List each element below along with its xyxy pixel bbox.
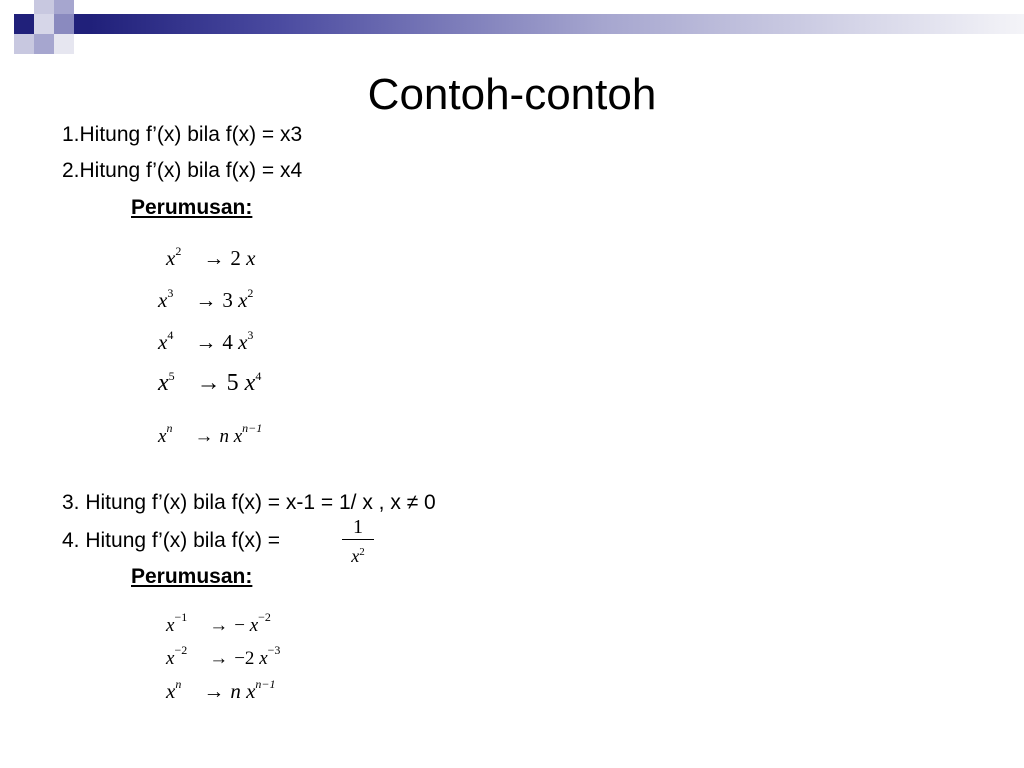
- formula-exponent: n: [175, 677, 182, 691]
- formula-row: [166, 610, 271, 637]
- formula-coefficient: 3: [222, 288, 233, 312]
- perumusan-heading-1: Perumusan:: [131, 196, 253, 219]
- perumusan-heading-2: Perumusan:: [131, 565, 253, 588]
- formula-row: [158, 286, 253, 313]
- decor-square: [54, 14, 74, 34]
- formula-row: [166, 677, 276, 704]
- slide-header-decoration: [0, 0, 1024, 60]
- arrow-icon: →: [195, 288, 217, 312]
- arrow-icon: →: [203, 246, 225, 270]
- decor-square: [14, 14, 34, 34]
- fraction-denominator-base: x: [351, 546, 360, 566]
- formula-exponent: 5: [168, 369, 175, 383]
- formula-base: x: [166, 246, 176, 270]
- example-4: 4. Hitung f’(x) bila f(x) =: [62, 529, 281, 552]
- formula-coefficient: n: [230, 679, 241, 703]
- formula-row: [166, 643, 280, 670]
- formula-row: [158, 369, 261, 397]
- formula-coefficient: 4: [222, 330, 233, 354]
- formula-base: x: [158, 288, 168, 312]
- decor-square: [54, 34, 74, 54]
- formula-exponent: 4: [167, 328, 174, 342]
- formula-exponent: n: [166, 421, 173, 435]
- header-gradient-bar: [90, 14, 1024, 34]
- decor-square: [34, 34, 54, 54]
- formula-coefficient: −2: [234, 648, 255, 669]
- formula-coefficient: n: [219, 426, 229, 447]
- formula-result-exponent: −2: [258, 610, 271, 624]
- formula-result-exponent: n−1: [242, 421, 263, 435]
- formula-exponent: −2: [174, 643, 188, 657]
- fraction-denominator: [342, 541, 374, 567]
- formula-base: x: [166, 648, 175, 669]
- formula-result-exponent: 3: [247, 328, 254, 342]
- formula-result-base: x: [240, 679, 256, 703]
- fraction-bar: [342, 539, 374, 540]
- formula-result-base: x: [228, 426, 243, 447]
- arrow-icon: →: [194, 426, 214, 447]
- formula-base: x: [158, 330, 168, 354]
- example-3: 3. Hitung f’(x) bila f(x) = x-1 = 1/ x , x ≠ 0: [62, 491, 436, 514]
- arrow-icon: →: [196, 370, 221, 396]
- formula-base: x: [166, 679, 176, 703]
- formula-result-base: x: [238, 370, 256, 396]
- fraction-one-over-x-squared: [342, 516, 374, 567]
- slide-title: Contoh-contoh: [367, 70, 657, 119]
- formula-result-exponent: 2: [247, 286, 254, 300]
- formula-result-exponent: n−1: [255, 677, 276, 691]
- formula-result-base: x: [254, 648, 268, 669]
- formula-exponent: 3: [167, 286, 174, 300]
- arrow-icon: →: [209, 648, 229, 669]
- formula-result-base: x: [240, 246, 256, 270]
- formula-base: x: [166, 615, 175, 636]
- formula-row: [158, 421, 262, 448]
- arrow-icon: →: [203, 679, 225, 703]
- fraction-numerator: 1: [353, 516, 363, 538]
- formula-base: x: [158, 426, 167, 447]
- formula-coefficient: 2: [230, 246, 241, 270]
- formula-base: x: [158, 370, 169, 396]
- decor-square: [14, 34, 34, 54]
- formula-result-base: x: [232, 288, 248, 312]
- example-2: 2.Hitung f’(x) bila f(x) = x4: [62, 159, 303, 182]
- formula-coefficient: −: [234, 615, 245, 636]
- formula-result-exponent: 4: [255, 369, 262, 383]
- example-1: 1.Hitung f’(x) bila f(x) = x3: [62, 123, 303, 146]
- decor-square: [34, 0, 54, 14]
- formula-row: [166, 244, 255, 271]
- formula-result-base: x: [244, 615, 259, 636]
- decor-square: [74, 14, 90, 34]
- formula-coefficient: 5: [226, 370, 239, 396]
- arrow-icon: →: [195, 330, 217, 354]
- formula-row: [158, 328, 253, 355]
- formula-exponent: −1: [174, 610, 188, 624]
- fraction-denominator-exponent: 2: [359, 546, 365, 558]
- formula-result-exponent: −3: [267, 643, 281, 657]
- decor-square: [34, 14, 54, 34]
- formula-result-base: x: [232, 330, 248, 354]
- decor-square: [54, 0, 74, 14]
- formula-exponent: 2: [175, 244, 182, 258]
- arrow-icon: →: [209, 615, 229, 636]
